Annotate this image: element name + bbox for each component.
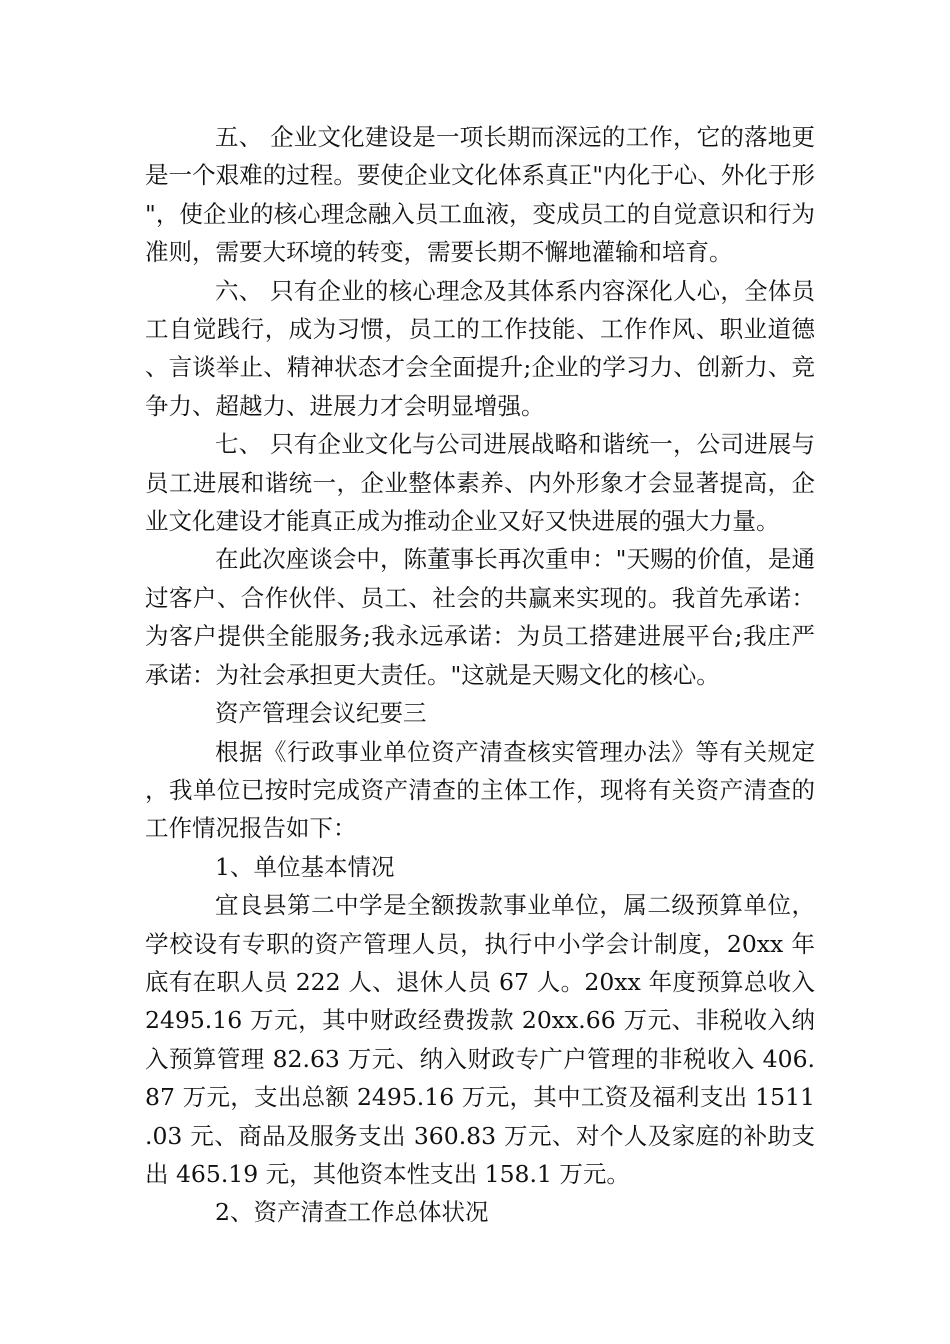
- heading-asset-check-overview: 2、资产清查工作总体状况: [215, 1198, 489, 1227]
- paragraph-section-six: 六、 只有企业的核心理念及其体系内容深化人心，全体员工自觉践行，成为习惯，员工的工作技能、工作作风、职业道德、言谈举止、精神状态才会全面提升;企业的学习力、创新力、竞争力、超越力、进展力才会明显增强。: [145, 276, 815, 420]
- paragraph-section-seven: 七、 只有企业文化与公司进展战略和谐统一，公司进展与员工进展和谐统一，企业整体素养、内外形象才会显著提高，企业文化建设才能真正成为推动企业又好又快进展的强大力量。: [145, 430, 815, 536]
- document-body: [145, 118, 815, 1232]
- paragraph-section-five: 五、 企业文化建设是一项长期而深远的工作，它的落地更是一个艰难的过程。要使企业文化体系真正"内化于心、外化于形"，使企业的核心理念融入员工血液，变成员工的自觉意识和行为准则，需要大环境的转变，需要长期不懈地灌输和培育。: [145, 123, 815, 267]
- heading-unit-basic-info: 1、单位基本情况: [215, 852, 395, 881]
- paragraph-chairman-statement: 在此次座谈会中，陈董事长再次重申："天赐的价值，是通过客户、合作伙伴、员工、社会的共赢来实现的。我首先承诺：为客户提供全能服务;我永远承诺：为员工搭建进展平台;我庄严承诺：为社会承担更大责任。"这就是天赐文化的核心。: [145, 545, 815, 689]
- paragraph-unit-basic-info: 宜良县第二中学是全额拨款事业单位，属二级预算单位，学校设有专职的资产管理人员，执行中小学会计制度，20xx 年底有在职人员 222 人、退休人员 67 人。20xx 年度预算总收入 2495.16 万元，其中财政经费拨款 20xx.66 万元、非税收入纳入预算管理 82.63 万元、纳入财政专广户管理的非税收入 406.87 万元，支出总额 2495.16 万元，其中工资及福利支出 1511.03 元、商品及服务支出 360.83 万元、对个人及家庭的补助支出 465.19 元，其他资本性支出 158.1 万元。: [145, 891, 815, 1188]
- section-title-minutes-three: 资产管理会议纪要三: [215, 699, 427, 728]
- paragraph-report-intro: 根据《行政事业单位资产清查核实管理办法》等有关规定，我单位已按时完成资产清查的主体工作，现将有关资产清查的工作情况报告如下：: [145, 737, 815, 843]
